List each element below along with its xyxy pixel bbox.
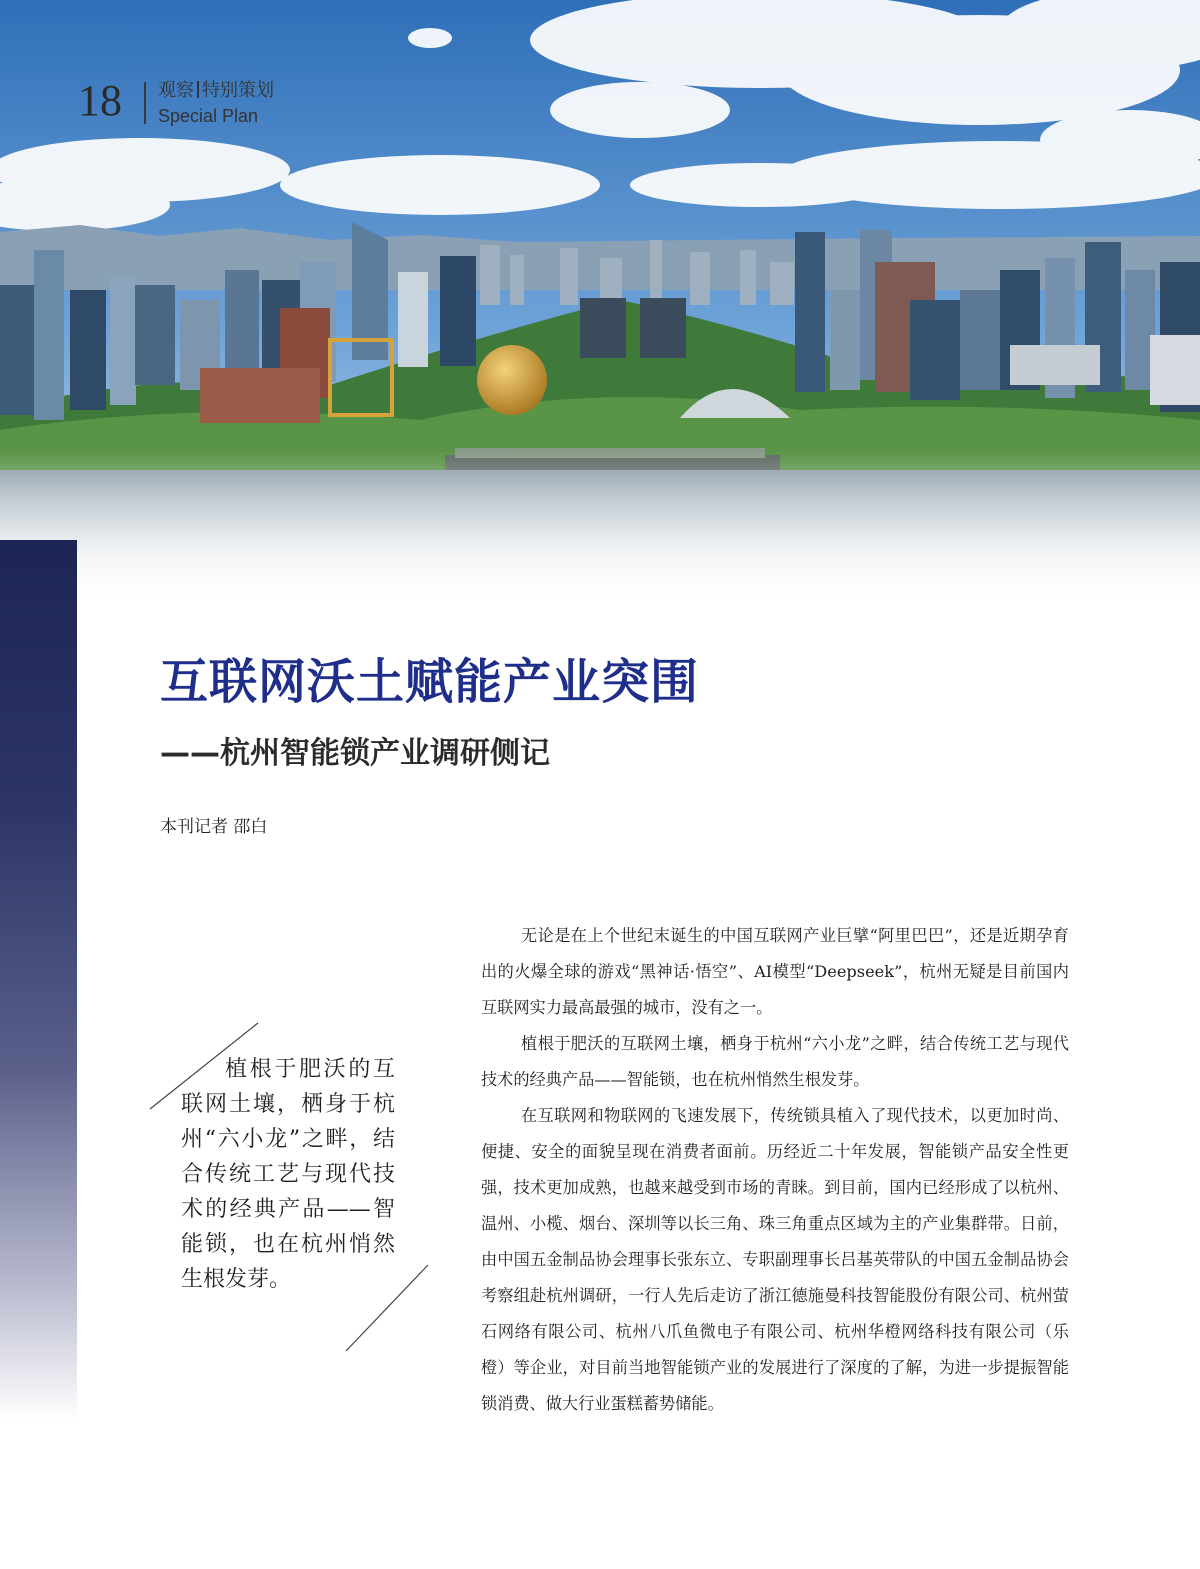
body-paragraph: 在互联网和物联网的飞速发展下，传统锁具植入了现代技术，以更加时尚、便捷、安全的面貌呈现在消费者面前。历经近二十年发展，智能锁产品安全性更强，技术更加成熟，也越来越受到市场的青睐。到目前，国内已经形成了以杭州、温州、小榄、烟台、深圳等以长三角、珠三角重点区域为主的产业集群带。日前，由中国五金制品协会理事长张东立、专职副理事长吕基英带队的中国五金制品协会考察组赴杭州调研，一行人先后走访了浙江德施曼科技智能股份有限公司、杭州萤石网络有限公司、杭州八爪鱼微电子有限公司、杭州华橙网络科技有限公司（乐橙）等企业，对目前当地智能锁产业的发展进行了深度的了解，为进一步提振智能锁消费、做大行业蛋糕蓄势储能。: [481, 1106, 1069, 1413]
hero-fade-overlay: [0, 450, 1200, 600]
section-separator: [197, 81, 199, 98]
byline: 本刊记者 邵白: [160, 817, 268, 837]
article-subtitle: ——杭州智能锁产业调研侧记: [160, 736, 550, 771]
page-number: 18: [78, 76, 122, 125]
article-body: [481, 918, 1069, 1422]
subsection-name: 特别策划: [202, 80, 274, 101]
header-divider: [144, 82, 146, 124]
article-title: 互联网沃土赋能产业突围: [160, 654, 700, 710]
body-paragraph: 无论是在上个世纪末诞生的中国互联网产业巨擘“阿里巴巴”，还是近期孕育出的火爆全球的游戏“黑神话·悟空”、AI模型“Deepseek”，杭州无疑是目前国内互联网实力最高最强的城市，没有之一。: [481, 926, 1069, 1017]
pull-quote: 植根于肥沃的互联网土壤，栖身于杭州“六小龙”之畔，结合传统工艺与现代技术的经典产品——智能锁，也在杭州悄然生根发芽。: [181, 1057, 395, 1292]
left-decorative-bar: [0, 540, 77, 1420]
section-name: 观察: [158, 80, 194, 101]
section-label: [158, 80, 274, 102]
body-paragraph: 植根于肥沃的互联网土壤，栖身于杭州“六小龙”之畔，结合传统工艺与现代技术的经典产品——智能锁，也在杭州悄然生根发芽。: [481, 1034, 1069, 1089]
section-label-english: Special Plan: [158, 106, 259, 126]
